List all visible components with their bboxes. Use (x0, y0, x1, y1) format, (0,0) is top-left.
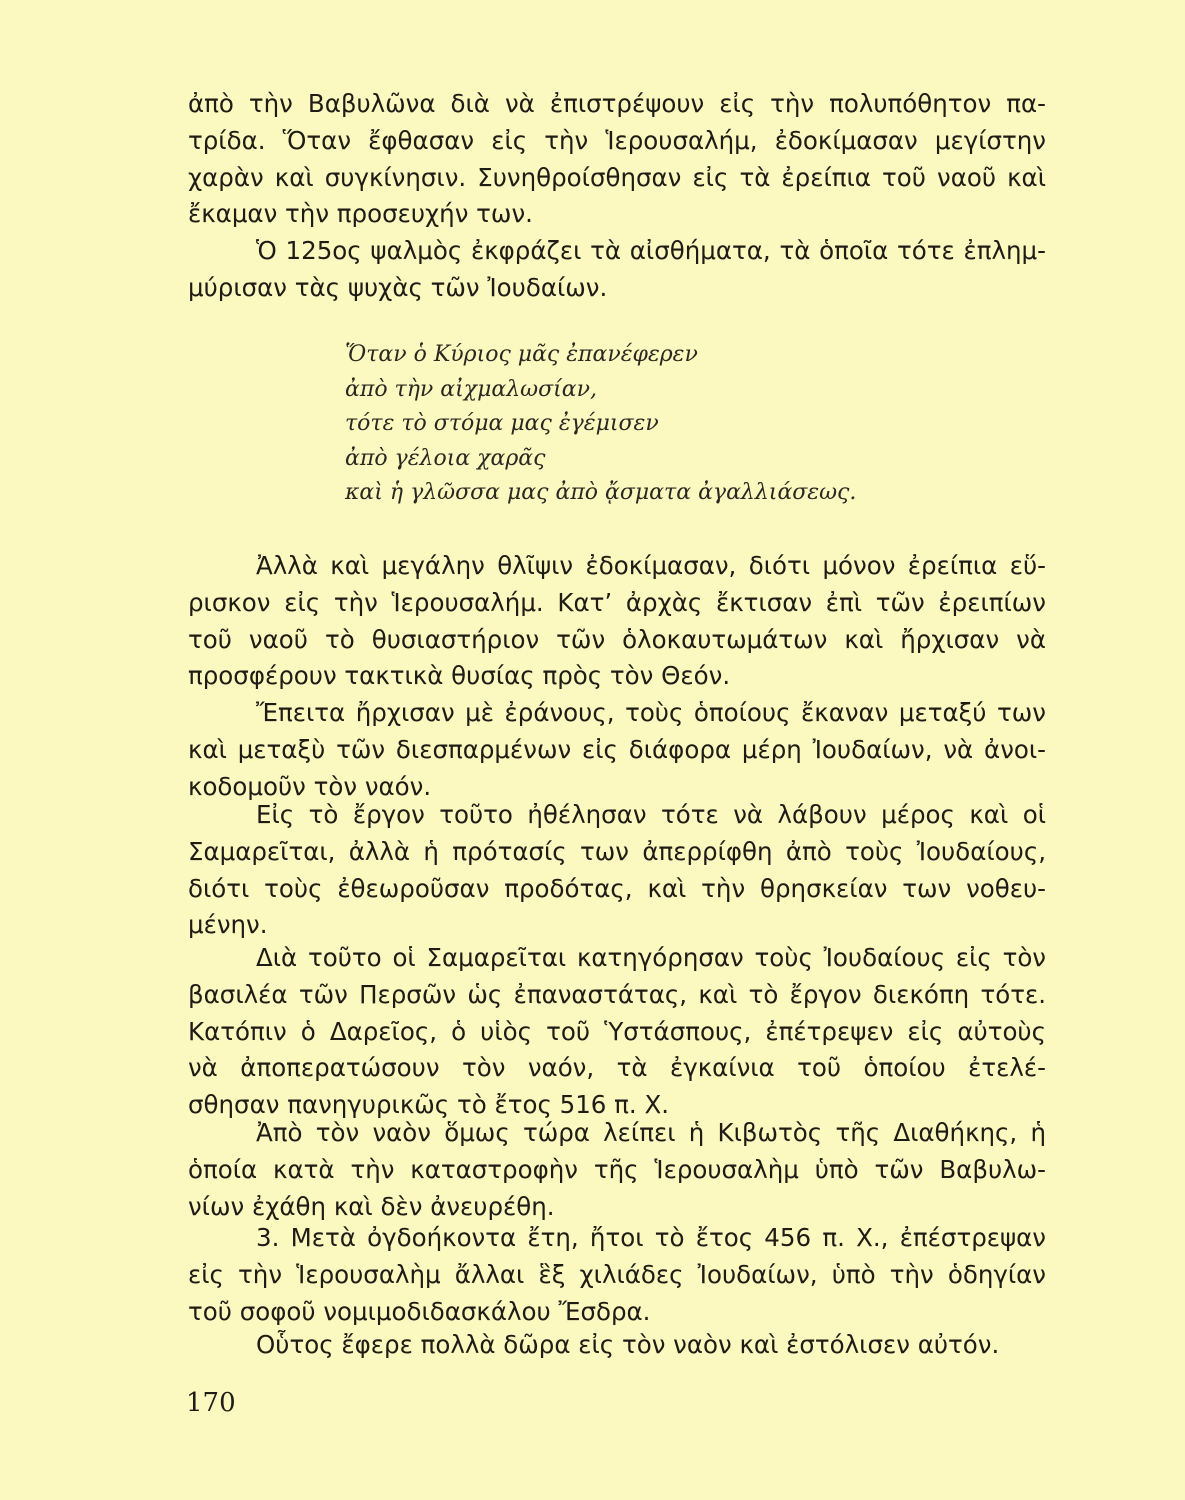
poem-line: καὶ ἡ γλῶσσα μας ἀπὸ ᾄσματα ἀγαλλιάσεως. (345, 480, 857, 505)
text-line: νὰ ἀποπερατώσουν τὸν ναόν, τὰ ἐγκαίνια τοῦ ὁποίου ἐτελέ- (188, 1053, 1046, 1083)
text-line: τοῦ ναοῦ τὸ θυσιαστήριον τῶν ὁλοκαυτωμάτων καὶ ἤρχισαν νὰ (188, 624, 1046, 654)
text-line: προσφέρουν τακτικὰ θυσίας πρὸς τὸν Θεόν. (188, 661, 731, 691)
text-line: Διὰ τοῦτο οἱ Σαμαρεῖται κατηγόρησαν τοὺς Ἰουδαίους εἰς τὸν (256, 943, 1046, 972)
paragraph-body-2 (188, 695, 1046, 805)
paragraph-intro (188, 86, 1046, 233)
text-line: ὁποία κατὰ τὴν καταστροφὴν τῆς Ἱερουσαλὴμ ὑπὸ τῶν Βαβυλω- (188, 1154, 1046, 1184)
text-line: κοδομοῦν τὸν ναόν. (188, 771, 432, 801)
text-line: τοῦ σοφοῦ νομιμοδιδασκάλου Ἔσδρα. (188, 1296, 651, 1326)
text-line: μένην. (188, 910, 268, 940)
text-line: μύρισαν τὰς ψυχὰς τῶν Ἰουδαίων. (188, 272, 608, 302)
paragraph-body-1 (188, 548, 1046, 695)
poem-line: ἀπὸ τὴν αἰχμαλωσίαν, (345, 376, 597, 402)
poem-line: τότε τὸ στόμα μας ἐγέμισεν (345, 411, 659, 436)
text-line: Ἔπειτα ἤρχισαν μὲ ἐράνους, τοὺς ὁποίους ἔκαναν μεταξύ των (256, 698, 1046, 727)
text-line: σθησαν πανηγυρικῶς τὸ ἔτος 516 π. Χ. (188, 1090, 670, 1120)
poem-line: ἀπὸ γέλοια χαρᾶς (345, 445, 546, 471)
paragraph-body-3 (188, 797, 1046, 944)
text-line: τρίδα. Ὅταν ἔφθασαν εἰς τὴν Ἱερουσαλήμ, ἐδοκίμασαν μεγίστην (188, 125, 1046, 155)
text-line: ἔκαμαν τὴν προσευχήν των. (188, 199, 533, 229)
poem-line: Ὅταν ὁ Κύριος μᾶς ἐπανέφερεν (345, 342, 698, 367)
text-line: καὶ μεταξὺ τῶν διεσπαρμένων εἰς διάφορα μέρη Ἰουδαίων, νὰ ἀνοι- (188, 734, 1046, 764)
text-line: Εἰς τὸ ἔργον τοῦτο ἠθέλησαν τότε νὰ λάβουν μέρος καὶ οἱ (256, 800, 1046, 829)
text-line: Κατόπιν ὁ Δαρεῖος, ὁ υἱὸς τοῦ Ὑστάσπους, ἐπέτρεψεν εἰς αὐτοὺς (188, 1016, 1046, 1046)
paragraph-body-4 (188, 940, 1046, 1124)
text-line: Ὁ 125ος ψαλμὸς ἐκφράζει τὰ αἰσθήματα, τὰ ὁποῖα τότε ἐπλημ- (256, 236, 1046, 265)
text-line: Σαμαρεῖται, ἀλλὰ ἡ πρότασίς των ἀπερρίφθη ἀπὸ τοὺς Ἰουδαίους, (188, 836, 1046, 866)
text-line: νίων ἐχάθη καὶ δὲν ἀνευρέθη. (188, 1191, 555, 1221)
page-number: 170 (186, 1388, 236, 1418)
text-line: εἰς τὴν Ἱερουσαλὴμ ἄλλαι ἓξ χιλιάδες Ἰουδαίων, ὑπὸ τὴν ὁδηγίαν (188, 1259, 1046, 1289)
text-line: διότι τοὺς ἐθεωροῦσαν προδότας, καὶ τὴν θρησκείαν των νοθευ- (188, 873, 1046, 903)
paragraph-body-5 (188, 1115, 1046, 1225)
text-line: Ἀλλὰ καὶ μεγάλην θλῖψιν ἐδοκίμασαν, διότι μόνον ἐρείπια εὕ- (256, 551, 1046, 580)
paragraph-body-7 (188, 1327, 1046, 1364)
text-line: βασιλέα τῶν Περσῶν ὡς ἐπαναστάτας, καὶ τὸ ἔργον διεκόπη τότε. (188, 979, 1046, 1009)
text-line: Οὗτος ἔφερε πολλὰ δῶρα εἰς τὸν ναὸν καὶ ἐστόλισεν αὐτόν. (256, 1330, 1000, 1359)
paragraph-body-6 (188, 1220, 1046, 1330)
text-line: 3. Μετὰ ὀγδοήκοντα ἔτη, ἤτοι τὸ ἔτος 456 π. Χ., ἐπέστρεψαν (256, 1223, 1046, 1252)
psalm-quote (345, 338, 856, 511)
text-line: Ἀπὸ τὸν ναὸν ὅμως τώρα λείπει ἡ Κιβωτὸς τῆς Διαθήκης, ἡ (256, 1118, 1046, 1147)
text-line: ρισκον εἰς τὴν Ἱερουσαλήμ. Κατ’ ἀρχὰς ἔκτισαν ἐπὶ τῶν ἐρειπίων (188, 587, 1046, 617)
text-line: ἀπὸ τὴν Βαβυλῶνα διὰ νὰ ἐπιστρέψουν εἰς τὴν πολυπόθητον πα- (188, 89, 1046, 118)
paragraph-psalm-intro (188, 233, 1046, 307)
text-line: χαρὰν καὶ συγκίνησιν. Συνηθροίσθησαν εἰς τὰ ἐρείπια τοῦ ναοῦ καὶ (188, 162, 1046, 192)
